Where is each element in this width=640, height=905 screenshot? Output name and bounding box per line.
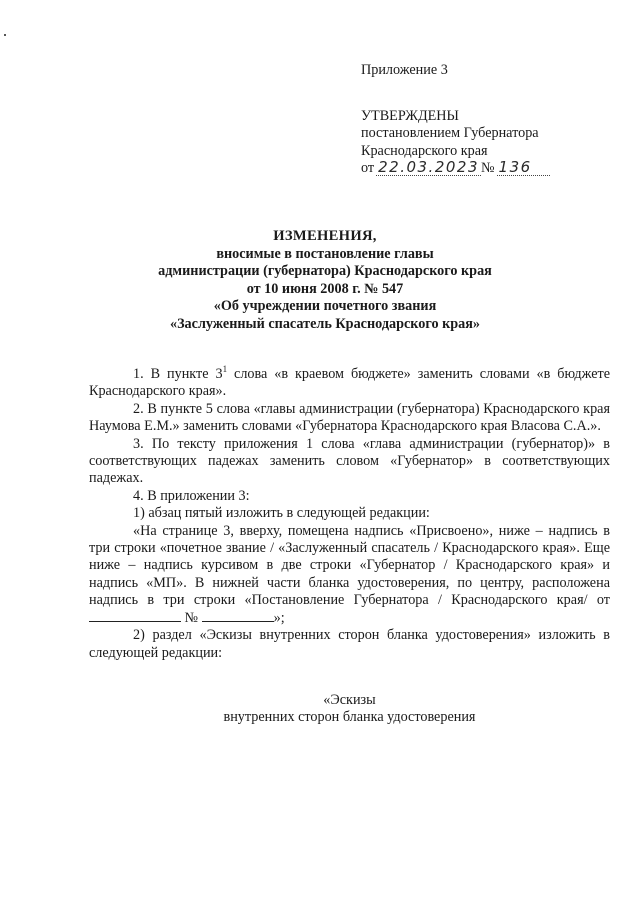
sketch-heading — [89, 692, 610, 727]
title-line-5: «Заслуженный спасатель Краснодарского края» — [169, 315, 481, 332]
blank-date-line — [89, 610, 181, 622]
handwritten-date: 22.03.2023 — [378, 158, 479, 176]
paragraph-3: 3. По тексту приложения 1 слова «глава администрации (губернатор)» в соответствующих падежах заменить словом «Губернатор» в соответствующих падежах. — [89, 435, 610, 487]
title-line-2: администрации (губернатора) Краснодарского края — [158, 263, 492, 280]
title-main: ИЗМЕНЕНИЯ, — [273, 228, 377, 244]
title-line-4: «Об учреждении почетного звания — [213, 298, 437, 315]
paragraph-1-superscript: 1 — [222, 364, 228, 374]
decree-line-2: Краснодарского края — [361, 142, 488, 159]
paragraph-6-number-sign: № — [184, 609, 199, 626]
approval-block — [361, 62, 611, 178]
paragraph-6-text: «На странице 3, вверху, помещена надпись «Присвоено», ниже – надпись в три строки «почетное звание / «Заслуженный спасатель / Краснодарского края». Еще ниже – надпись курсивом в две строки «Губернатор / Краснодарского края» и надпись «МП». В нижней части бланка удостоверения, по центру, расположена надпись в три строки «Постановление Губернатора / Краснодарского края/ от — [89, 522, 610, 609]
paragraph-1-end: слова «в краевом бюджете» заменить словами «в бюджете Краснодарского края». — [89, 366, 610, 400]
paragraph-1 — [89, 366, 610, 401]
handwritten-number: 136 — [497, 160, 550, 176]
date-number-line — [361, 160, 611, 178]
date-prefix: от — [361, 160, 375, 176]
blank-number-line — [202, 610, 274, 622]
sketch-heading-line-1: «Эскизы — [323, 692, 376, 708]
paragraph-5: 1) абзац пятый изложить в следующей редакции: — [133, 505, 430, 522]
document-title — [80, 228, 570, 334]
sketch-heading-line-2: внутренних сторон бланка удостоверения — [223, 709, 476, 726]
number-prefix: № — [481, 160, 495, 176]
decree-line-1: постановлением Губернатора — [361, 125, 539, 141]
document-body — [89, 366, 610, 662]
paragraph-2: 2. В пункте 5 слова «главы администрации (губернатора) Краснодарского края Наумова Е.М.» заменить словами «Губернатора Краснодарского края Власова С.А.». — [89, 400, 610, 435]
paragraph-6 — [89, 523, 610, 627]
paragraph-7: 2) раздел «Эскизы внутренних сторон бланка удостоверения» изложить в следующей редакции: — [89, 627, 610, 661]
title-line-3: от 10 июня 2008 г. № 547 — [246, 280, 404, 297]
paragraph-6-end: »; — [273, 609, 285, 626]
approved-label: УТВЕРЖДЕНЫ — [361, 107, 459, 124]
paragraph-4: 4. В приложении 3: — [133, 487, 250, 504]
scan-mark — [4, 34, 6, 36]
paragraph-1-start: 1. В пункте 3 — [133, 366, 223, 382]
title-line-1: вносимые в постановление главы — [216, 245, 434, 262]
appendix-label: Приложение 3 — [361, 62, 448, 78]
